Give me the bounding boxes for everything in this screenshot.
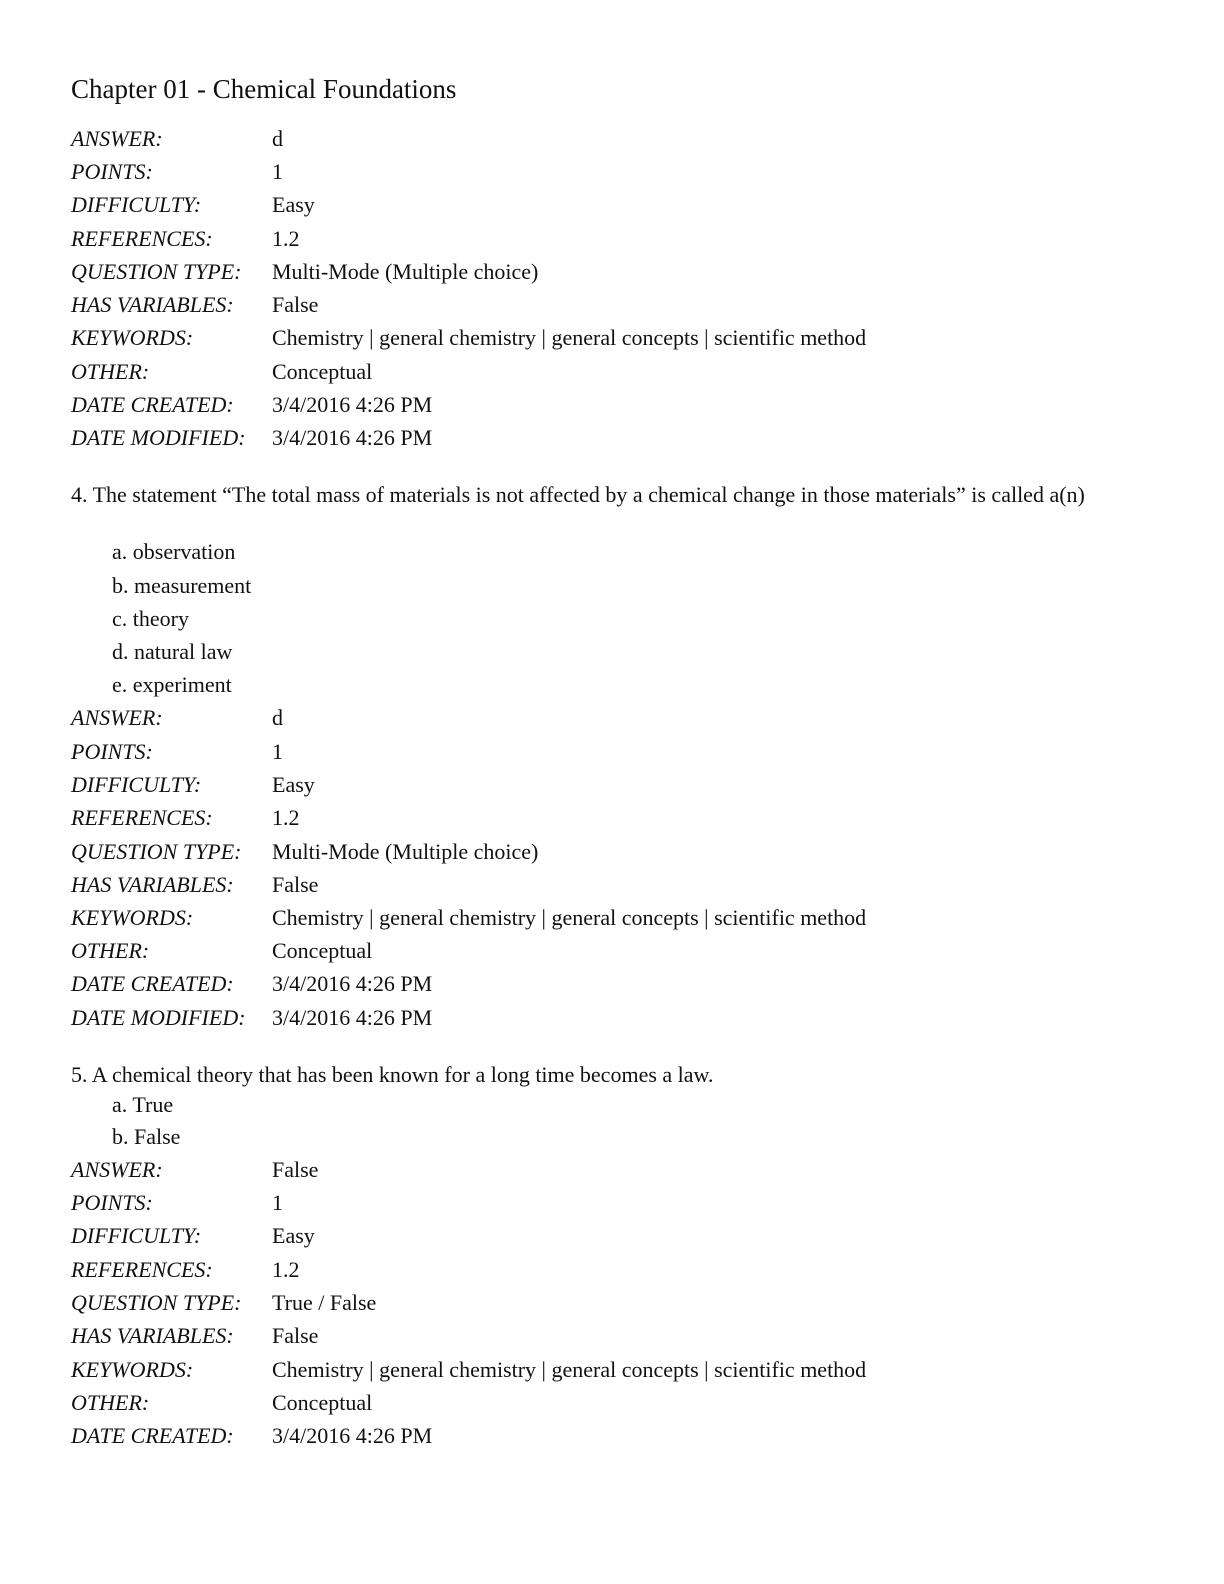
references-label: REFERENCES:: [71, 226, 213, 251]
q4-option-a: a. observation: [112, 539, 236, 564]
difficulty-value: Easy: [272, 1223, 315, 1248]
other-label: OTHER:: [71, 1390, 150, 1415]
question-type-label: QUESTION TYPE:: [71, 1290, 242, 1315]
answer-label: ANSWER:: [71, 705, 163, 730]
other-value: Conceptual: [272, 1390, 373, 1415]
points-label: POINTS:: [71, 1190, 153, 1215]
keywords-label: KEYWORDS:: [71, 1357, 194, 1382]
points-label: POINTS:: [71, 159, 153, 184]
has-variables-value: False: [272, 872, 319, 897]
other-value: Conceptual: [272, 938, 373, 963]
answer-value: False: [272, 1157, 319, 1182]
points-value: 1: [272, 1190, 283, 1215]
keywords-label: KEYWORDS:: [71, 325, 194, 350]
q4-option-d: d. natural law: [112, 639, 233, 664]
points-label: POINTS:: [71, 739, 153, 764]
date-modified-label: DATE MODIFIED:: [71, 425, 246, 450]
difficulty-value: Easy: [272, 772, 315, 797]
difficulty-value: Easy: [272, 192, 315, 217]
q5-option-b: b. False: [112, 1124, 181, 1149]
has-variables-value: False: [272, 292, 319, 317]
keywords-value: Chemistry | general chemistry | general concepts | scientific method: [272, 1357, 867, 1382]
answer-label: ANSWER:: [71, 1157, 163, 1182]
difficulty-label: DIFFICULTY:: [71, 192, 202, 217]
keywords-label: KEYWORDS:: [71, 905, 194, 930]
q5-stem: 5. A chemical theory that has been known for a long time becomes a law.: [71, 1062, 714, 1087]
references-value: 1.2: [272, 226, 300, 251]
other-label: OTHER:: [71, 938, 150, 963]
references-label: REFERENCES:: [71, 805, 213, 830]
keywords-value: Chemistry | general chemistry | general concepts | scientific method: [272, 905, 867, 930]
has-variables-value: False: [272, 1323, 319, 1348]
date-modified-label: DATE MODIFIED:: [71, 1005, 246, 1030]
references-value: 1.2: [272, 805, 300, 830]
question-type-label: QUESTION TYPE:: [71, 839, 242, 864]
date-modified-value: 3/4/2016 4:26 PM: [272, 425, 433, 450]
date-created-value: 3/4/2016 4:26 PM: [272, 971, 433, 996]
page-title: Chapter 01 - Chemical Foundations: [71, 74, 457, 104]
date-created-value: 3/4/2016 4:26 PM: [272, 392, 433, 417]
other-label: OTHER:: [71, 359, 150, 384]
references-label: REFERENCES:: [71, 1257, 213, 1282]
date-modified-value: 3/4/2016 4:26 PM: [272, 1005, 433, 1030]
question-type-value: Multi-Mode (Multiple choice): [272, 259, 539, 284]
has-variables-label: HAS VARIABLES:: [71, 872, 234, 897]
date-created-label: DATE CREATED:: [71, 1423, 234, 1448]
points-value: 1: [272, 739, 283, 764]
q5-option-a: a. True: [112, 1092, 174, 1117]
q4-option-b: b. measurement: [112, 573, 252, 598]
keywords-value: Chemistry | general chemistry | general concepts | scientific method: [272, 325, 867, 350]
answer-label: ANSWER:: [71, 126, 163, 151]
has-variables-label: HAS VARIABLES:: [71, 1323, 234, 1348]
has-variables-label: HAS VARIABLES:: [71, 292, 234, 317]
date-created-label: DATE CREATED:: [71, 971, 234, 996]
q4-option-c: c. theory: [112, 606, 189, 631]
date-created-label: DATE CREATED:: [71, 392, 234, 417]
date-created-value: 3/4/2016 4:26 PM: [272, 1423, 433, 1448]
question-type-value: Multi-Mode (Multiple choice): [272, 839, 539, 864]
difficulty-label: DIFFICULTY:: [71, 1223, 202, 1248]
question-type-label: QUESTION TYPE:: [71, 259, 242, 284]
references-value: 1.2: [272, 1257, 300, 1282]
answer-value: d: [272, 126, 283, 151]
points-value: 1: [272, 159, 283, 184]
q4-stem: 4. The statement “The total mass of materials is not affected by a chemical change in those materials” is called a(n): [71, 482, 1085, 507]
q4-option-e: e. experiment: [112, 672, 232, 697]
difficulty-label: DIFFICULTY:: [71, 772, 202, 797]
other-value: Conceptual: [272, 359, 373, 384]
question-type-value: True / False: [272, 1290, 377, 1315]
answer-value: d: [272, 705, 283, 730]
